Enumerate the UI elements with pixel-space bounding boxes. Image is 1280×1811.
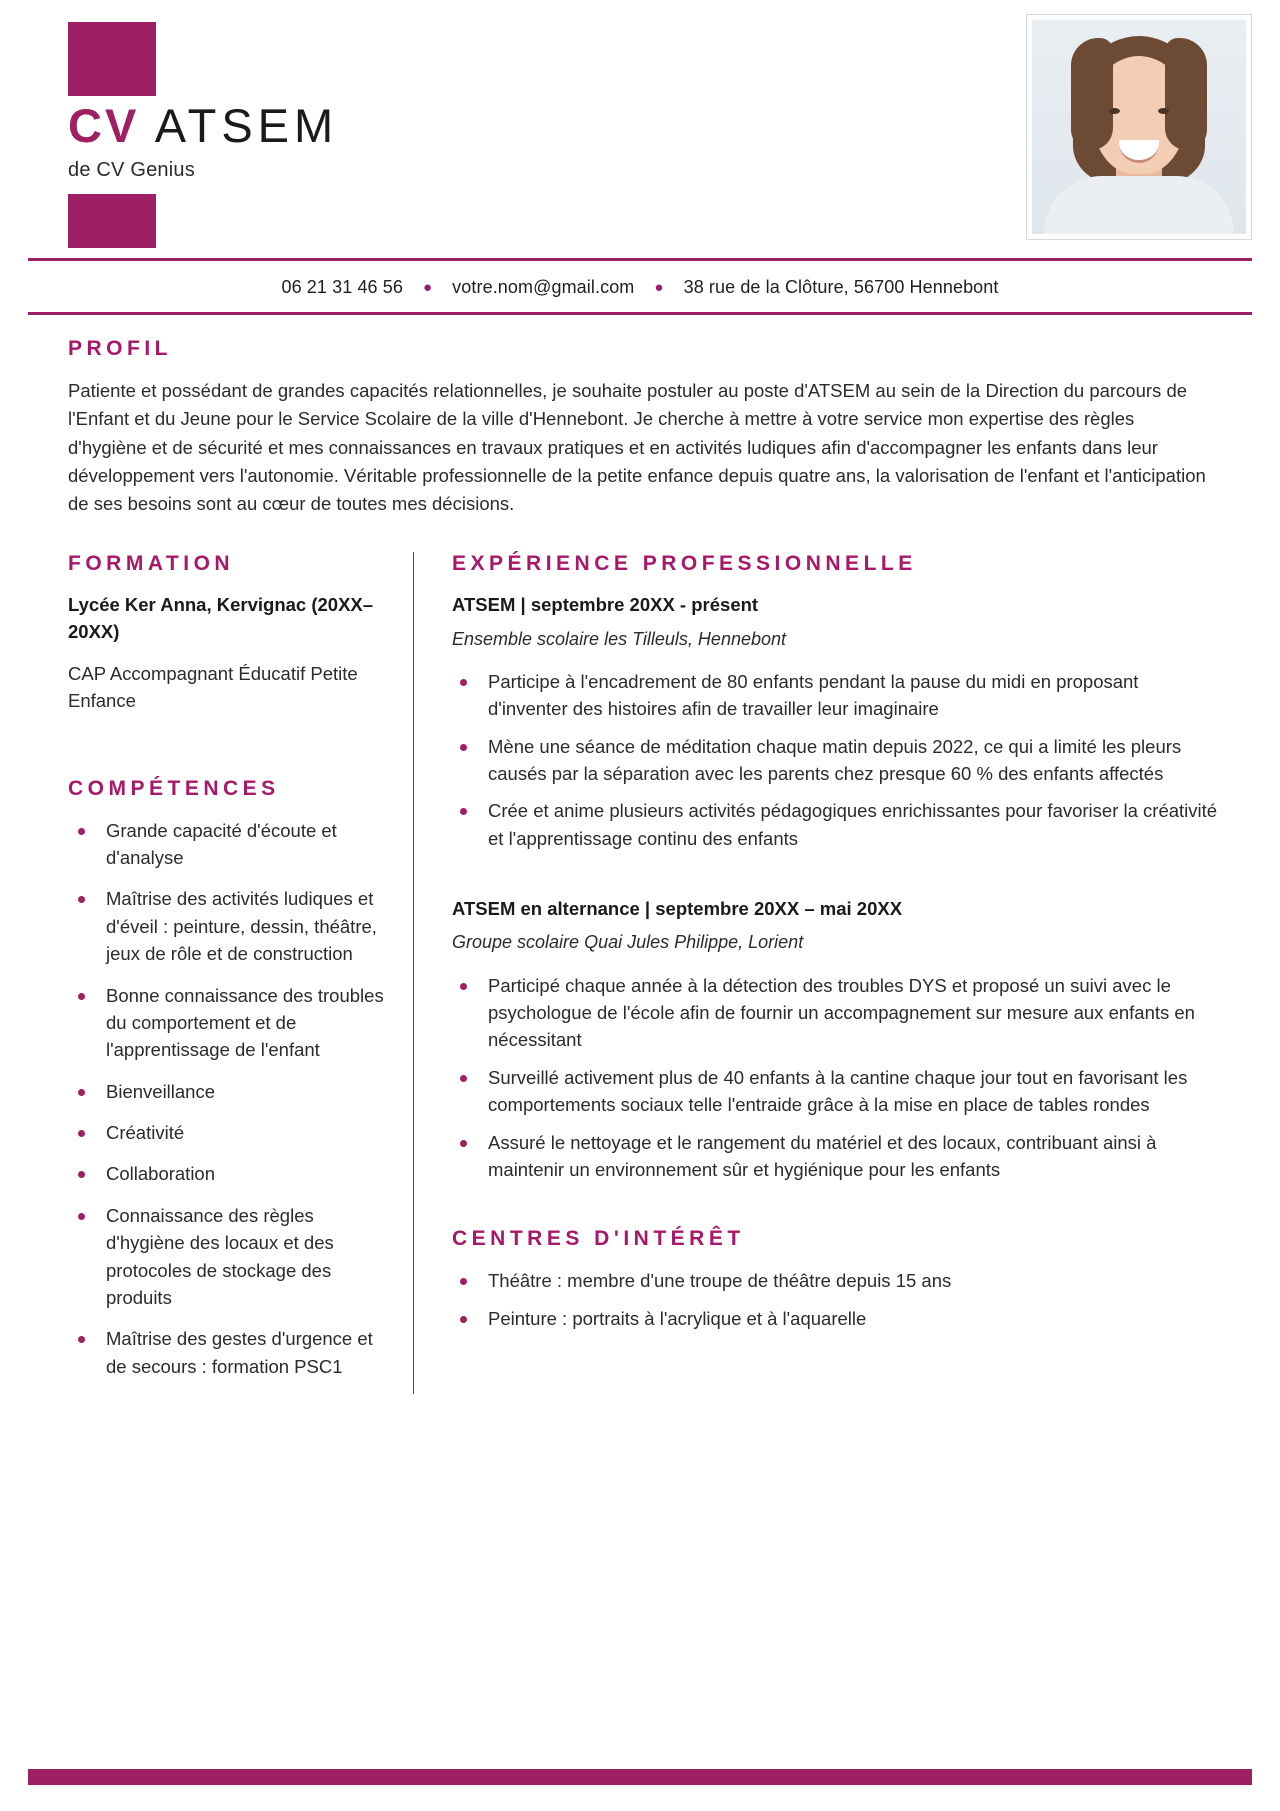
section-title-profil: PROFIL [68, 337, 172, 360]
job-bullets [452, 668, 1218, 852]
avatar [1032, 20, 1246, 234]
list-item: Grande capacité d'écoute et d'analyse [68, 817, 387, 872]
brand-block-top [68, 22, 156, 96]
contact-phone: 06 21 31 46 56 [281, 277, 403, 297]
page-title-accent: CV [68, 99, 140, 152]
list-item: Participé chaque année à la détection des troubles DYS et proposé un suivi avec le psychologue de l'école afin de fournir un accompagnement sur mesure aux enfants en nécessitant [452, 972, 1218, 1054]
brand-block-bottom [68, 194, 156, 248]
job-employer: Ensemble scolaire les Tilleuls, Hennebont [452, 628, 787, 649]
contact-bar [0, 261, 1280, 312]
list-item: Maîtrise des activités ludiques et d'éveil : peinture, dessin, théâtre, jeux de rôle et de construction [68, 885, 387, 967]
footer-bar [28, 1769, 1252, 1785]
page-title-rest: ATSEM [154, 99, 339, 152]
section-interets [452, 1227, 1218, 1332]
section-experience [452, 552, 1218, 1183]
page-subtitle: de CV Genius [68, 158, 195, 181]
list-item: Bonne connaissance des troubles du comportement et de l'apprentissage de l'enfant [68, 982, 387, 1064]
job-employer: Groupe scolaire Quai Jules Philippe, Lorient [452, 932, 804, 953]
list-item: Participe à l'encadrement de 80 enfants pendant la pause du midi en proposant d'inventer des histoires afin de travailler leur imaginaire [452, 668, 1218, 723]
profil-text: Patiente et possédant de grandes capacités relationnelles, je souhaite postuler au poste d'ATSEM au sein de la Direction du parcours de l'Enfant et du Jeune pour le Service Scolaire de la ville d'Hennebont. Je cherche à mettre à votre service mon expertise des règles d'hygiène et de sécurité et mes connaissances en travaux pratiques et en activités ludiques afin d'accompagner les enfants dans leur développement vers l'autonomie. Véritable professionnelle de la petite enfance depuis quatre ans, la valorisation de l'enfant et l'anticipation de ses besoins sont au cœur de toutes mes décisions. [68, 380, 1206, 515]
competences-list [68, 817, 387, 1380]
bullet-separator-icon: ● [423, 279, 433, 296]
avatar-eye-left [1109, 108, 1120, 114]
experience-entry [452, 592, 1218, 852]
list-item: Assuré le nettoyage et le rangement du matériel et des locaux, contribuant ainsi à maintenir un environnement sûr et hygiénique pour les enfants [452, 1129, 1218, 1184]
formation-diploma: CAP Accompagnant Éducatif Petite Enfance [68, 663, 358, 711]
list-item: Peinture : portraits à l'acrylique et à l'aquarelle [452, 1305, 1218, 1332]
list-item: Mène une séance de méditation chaque matin depuis 2022, ce qui a limité les pleurs causés par la séparation avec les parents chez presque 60 % des enfants affectés [452, 733, 1218, 788]
two-column-body [68, 552, 1218, 1394]
section-competences [68, 777, 387, 1380]
section-title-interets: CENTRES D'INTÉRÊT [452, 1227, 745, 1251]
section-title-competences: COMPÉTENCES [68, 776, 280, 800]
left-column [68, 552, 413, 1394]
avatar-hair-right [1165, 38, 1207, 150]
avatar-frame [1026, 14, 1252, 240]
job-title: ATSEM | septembre 20XX - présent [452, 594, 759, 616]
contact-email[interactable]: votre.nom@gmail.com [452, 277, 635, 297]
section-title-formation: FORMATION [68, 552, 235, 576]
list-item: Bienveillance [68, 1078, 387, 1105]
section-profil [68, 315, 1218, 518]
avatar-body [1044, 176, 1234, 234]
list-item: Théâtre : membre d'une troupe de théâtre depuis 15 ans [452, 1267, 1218, 1294]
section-title-experience: EXPÉRIENCE PROFESSIONNELLE [452, 552, 917, 576]
formation-school: Lycée Ker Anna, Kervignac (20XX–20XX) [68, 594, 374, 642]
list-item: Créativité [68, 1119, 387, 1146]
section-formation [68, 552, 387, 714]
right-column [414, 552, 1218, 1394]
cv-content [0, 315, 1280, 1394]
list-item: Collaboration [68, 1160, 387, 1187]
list-item: Connaissance des règles d'hygiène des locaux et des protocoles de stockage des produits [68, 1202, 387, 1312]
job-bullets [452, 972, 1218, 1184]
cv-header [0, 0, 1280, 258]
list-item: Maîtrise des gestes d'urgence et de secours : formation PSC1 [68, 1325, 387, 1380]
interets-list [452, 1267, 1218, 1332]
job-title: ATSEM en alternance | septembre 20XX – mai 20XX [452, 898, 903, 920]
page-title [68, 100, 338, 153]
title-wrap [68, 100, 338, 182]
avatar-hair-left [1071, 38, 1113, 150]
avatar-eye-right [1158, 108, 1169, 114]
contact-address: 38 rue de la Clôture, 56700 Hennebont [683, 277, 999, 297]
experience-entry [452, 896, 1218, 1183]
list-item: Surveillé activement plus de 40 enfants à la cantine chaque jour tout en favorisant les comportements sociaux telle l'entraide grâce à la mise en place de tables rondes [452, 1064, 1218, 1119]
list-item: Crée et anime plusieurs activités pédagogiques enrichissantes pour favoriser la créativité et l'apprentissage continu des enfants [452, 797, 1218, 852]
bullet-separator-icon: ● [654, 279, 664, 296]
